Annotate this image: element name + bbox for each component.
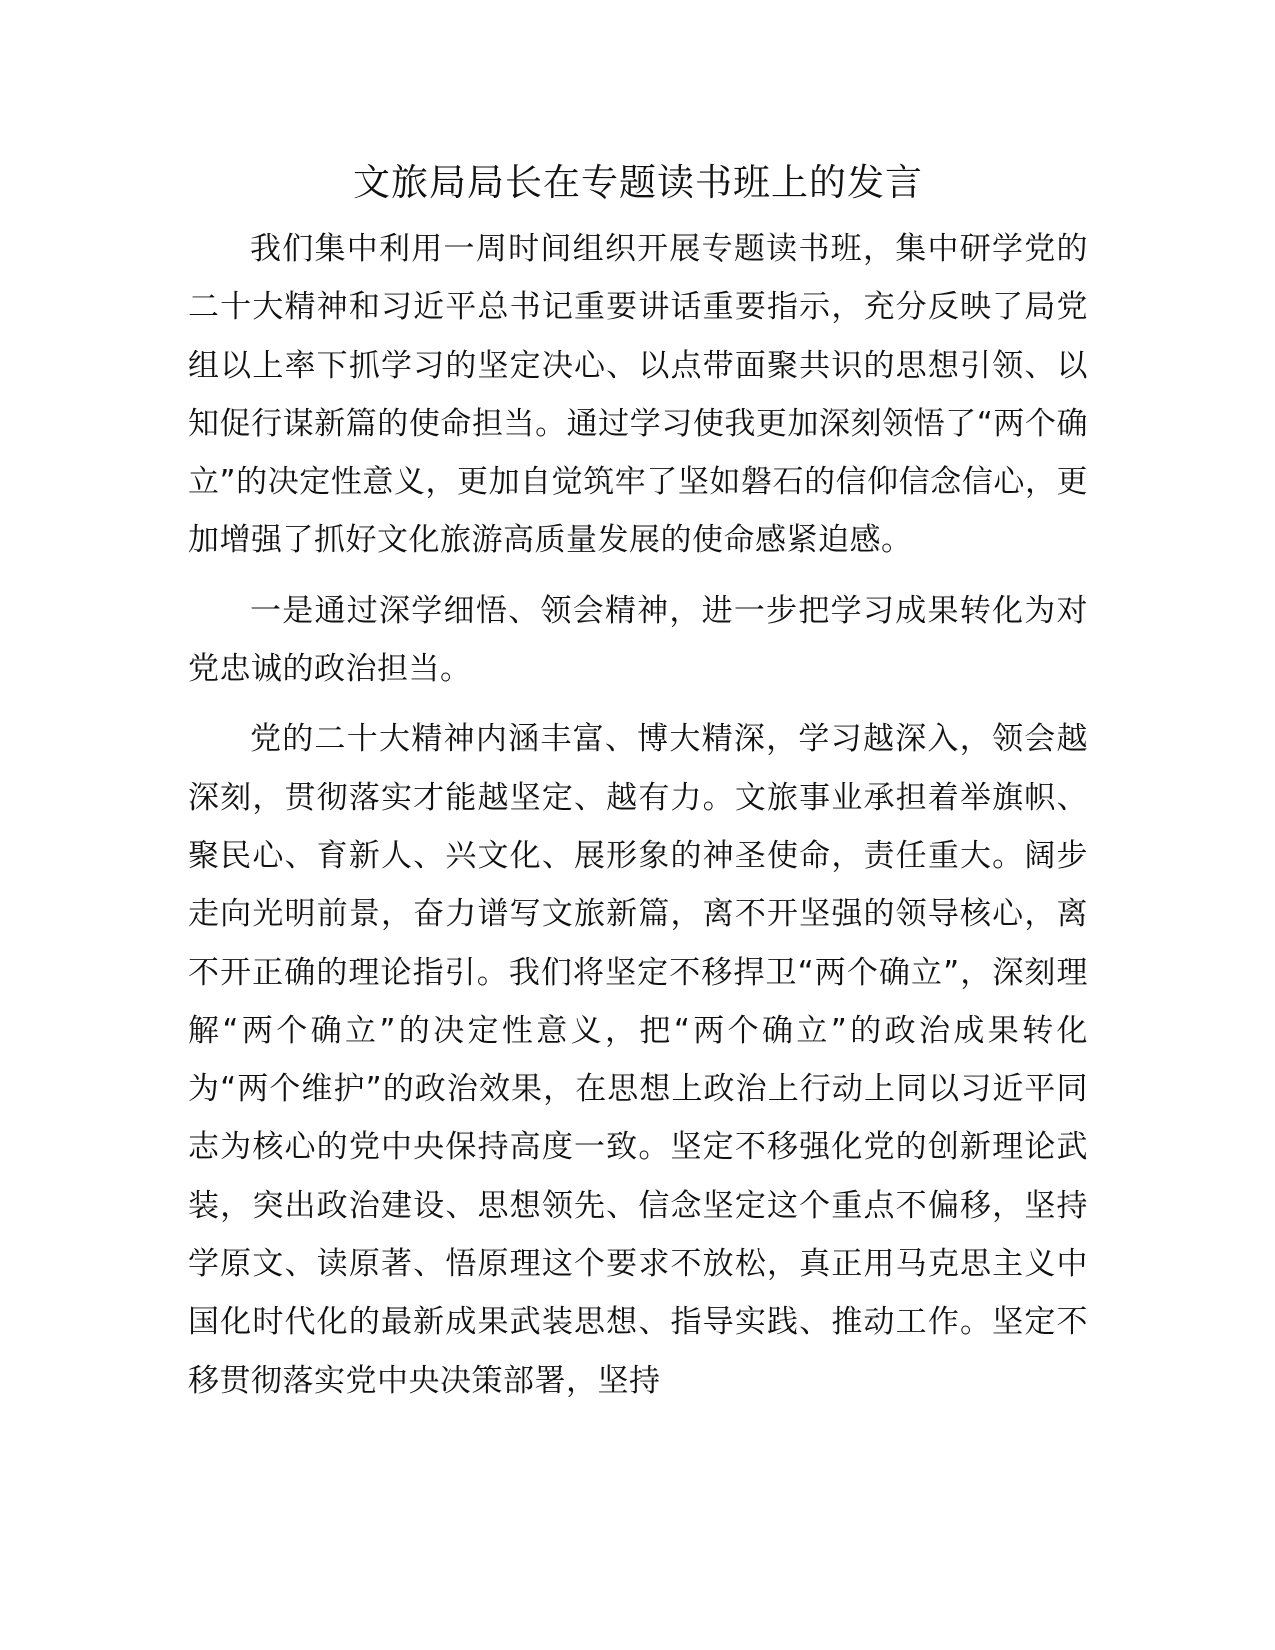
document-body (188, 148, 1088, 1410)
paragraph-intro: 我们集中利用一周时间组织开展专题读书班，集中研学党的二十大精神和习近平总书记重要讲话重要指示，充分反映了局党组以上率下抓学习的坚定决心、以点带面聚共识的思想引领、以知促行谋新篇的使命担当。通过学习使我更加深刻领悟了“两个确立”的决定性意义，更加自觉筑牢了坚如磐石的信仰信念信心，更加增强了抓好文化旅游高质量发展的使命感紧迫感。 (188, 231, 1088, 559)
paragraph-section-heading: 一是通过深学细悟、领会精神，进一步把学习成果转化为对党忠诚的政治担当。 (188, 592, 1088, 688)
paragraph-body: 党的二十大精神内涵丰富、博大精深，学习越深入，领会越深刻，贯彻落实才能越坚定、越有力。文旅事业承担着举旗帜、聚民心、育新人、兴文化、展形象的神圣使命，责任重大。阔步走向光明前景，奋力谱写文旅新篇，离不开坚强的领导核心，离不开正确的理论指引。我们将坚定不移捍卫“两个确立”，深刻理解“两个确立”的决定性意义，把“两个确立”的政治成果转化为“两个维护”的政治效果，在思想上政治上行动上同以习近平同志为核心的党中央保持高度一致。坚定不移强化党的创新理论武装，突出政治建设、思想领先、信念坚定这个重点不偏移，坚持学原文、读原著、悟原理这个要求不放松，真正用马克思主义中国化时代化的最新成果武装思想、指导实践、推动工作。坚定不移贯彻落实党中央决策部署，坚持 (188, 721, 1088, 1399)
document-title: 文旅局局长在专题读书班上的发言 (353, 161, 923, 204)
